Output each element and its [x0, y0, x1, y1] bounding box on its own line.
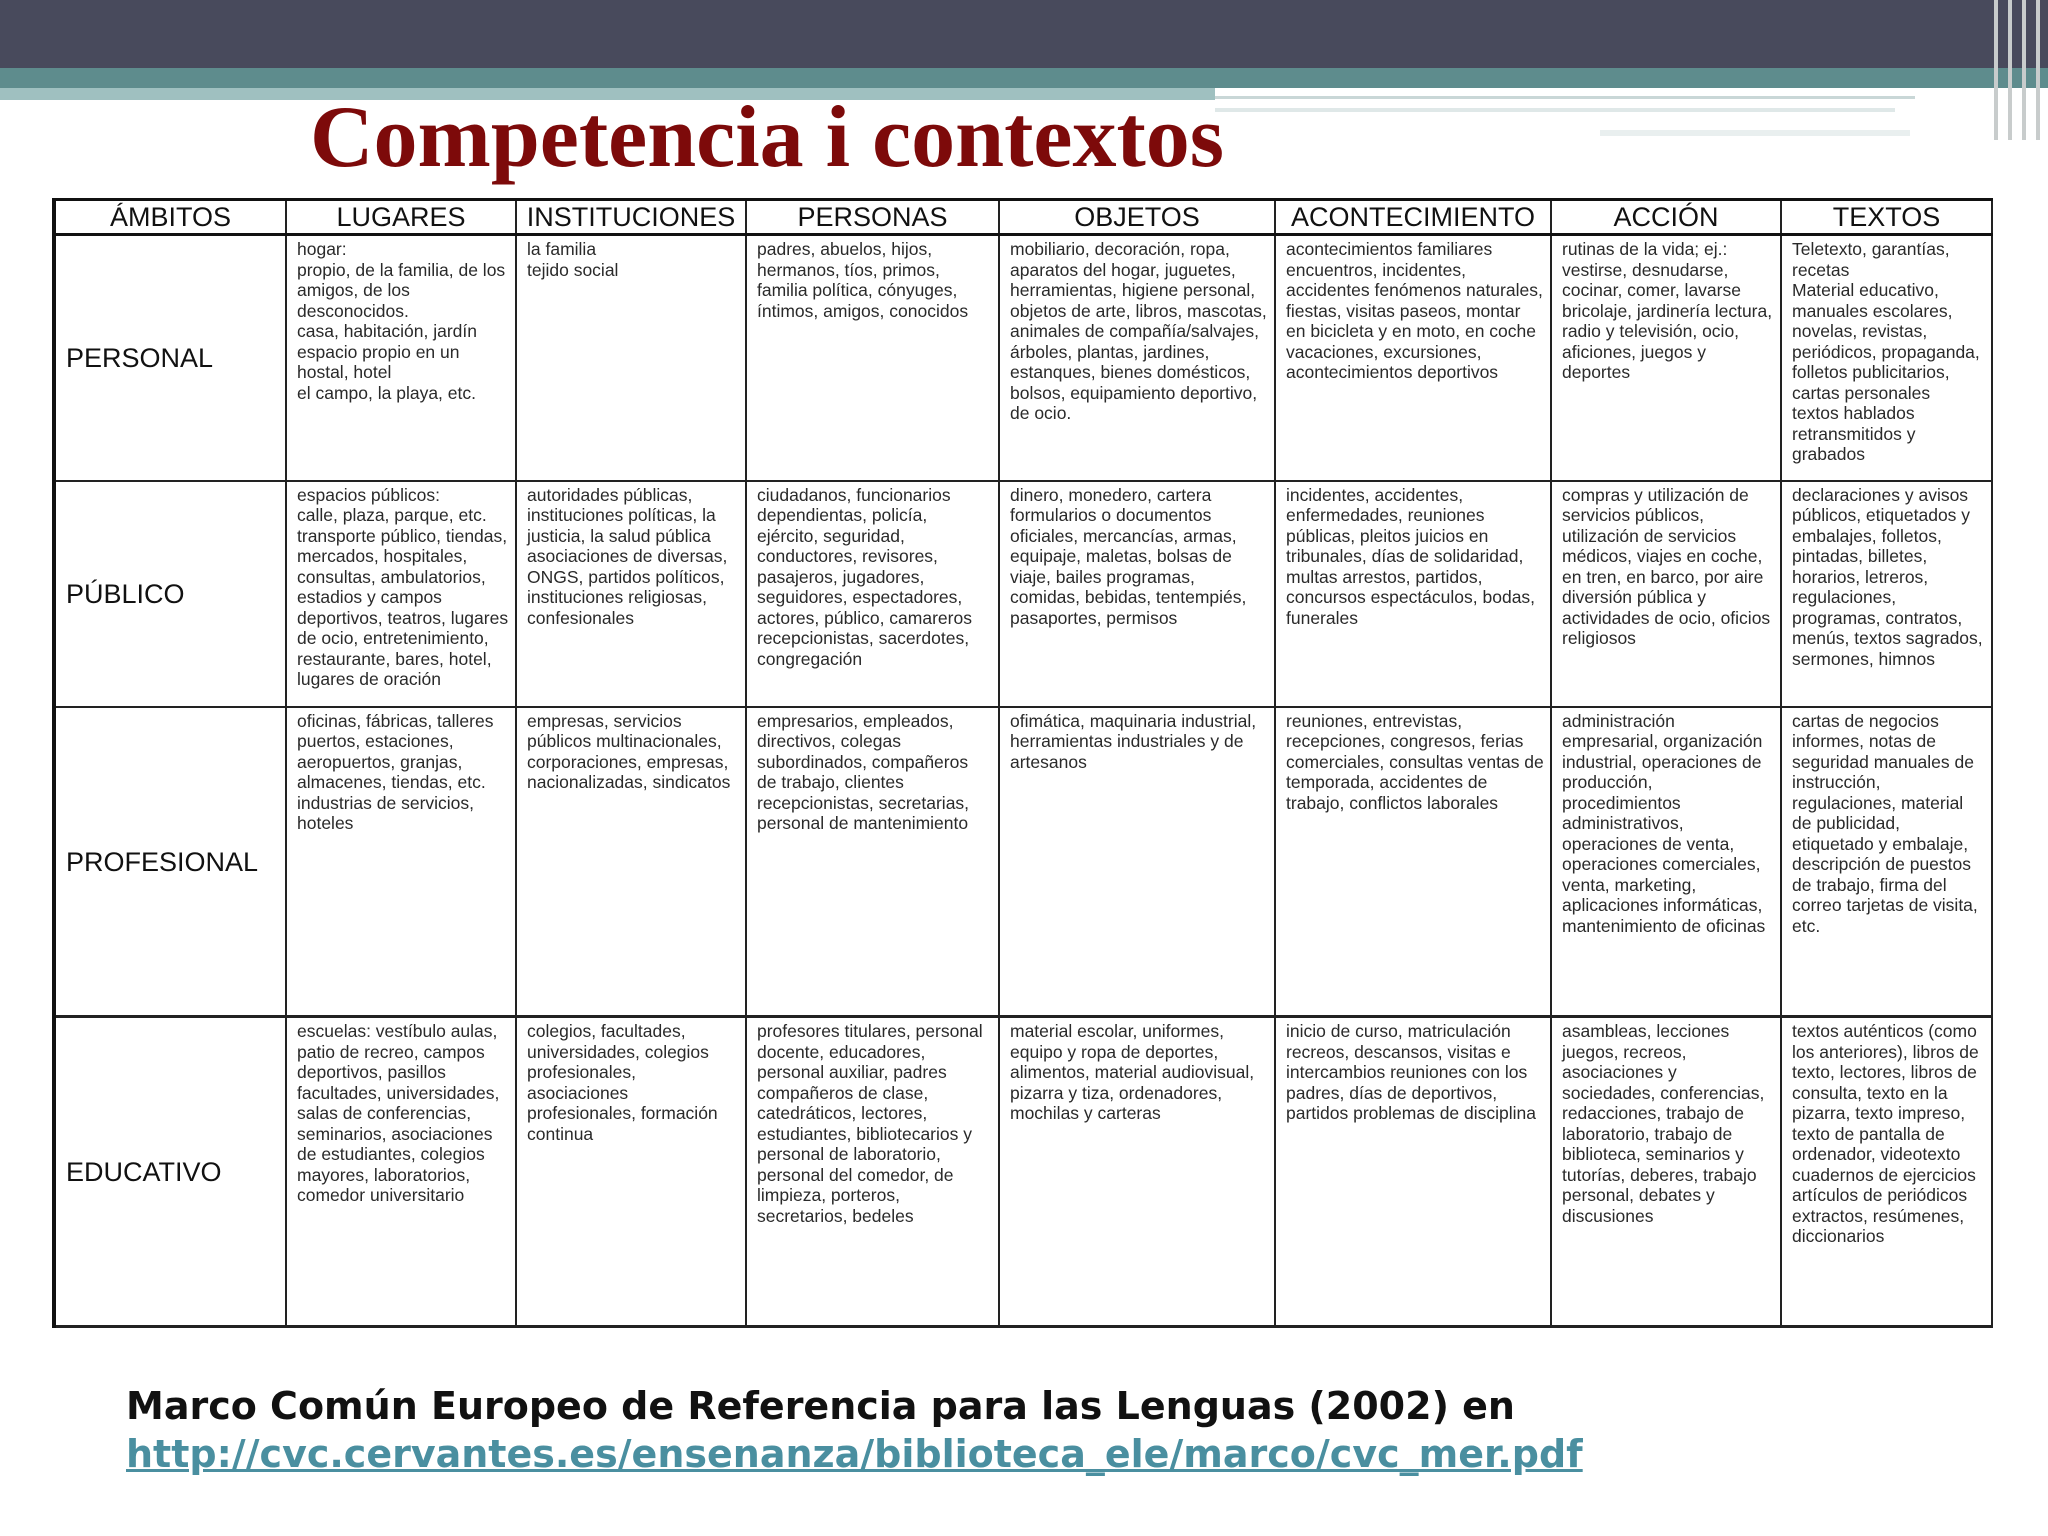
accent-bar — [0, 68, 2048, 88]
column-header-personas: PERSONAS — [746, 200, 999, 235]
table-cell: dinero, monedero, cartera formularios o documentos oficiales, mercancías, armas, equipaje, maletas, bolsas de viaje, bailes programas, comidas, bebidas, tentempiés, pasaportes, permisos — [999, 481, 1275, 707]
table-cell: reuniones, entrevistas, recepciones, congresos, ferias comerciales, consultas ventas de temporada, accidentes de trabajo, conflictos laborales — [1275, 707, 1551, 1017]
table-header-row — [54, 200, 1992, 235]
table-cell: ciudadanos, funcionarios dependientas, policía, ejército, seguridad, conductores, revisores, pasajeros, jugadores, seguidores, espectadores, actores, público, camareros recepcionistas, sacerdotes, congregación — [746, 481, 999, 707]
table-row — [54, 1017, 1992, 1327]
decor-line — [1215, 96, 1915, 99]
slide-title: Competencia i contextos — [310, 89, 1225, 186]
table-cell: mobiliario, decoración, ropa, aparatos del hogar, juguetes, herramientas, higiene personal, objetos de arte, libros, mascotas, animales de compañía/salvajes, árboles, plantas, jardines, estanques, bienes domésticos, bolsos, equipamiento deportivo, de ocio. — [999, 235, 1275, 481]
table-cell: padres, abuelos, hijos, hermanos, tíos, primos, familia política, cónyuges, íntimos, amigos, conocidos — [746, 235, 999, 481]
decor-line — [1215, 108, 1895, 112]
contexts-table — [52, 198, 1993, 1328]
column-header-accion: ACCIÓN — [1551, 200, 1781, 235]
table-cell: oficinas, fábricas, talleres puertos, estaciones, aeropuertos, granjas, almacenes, tiendas, etc. industrias de servicios, hoteles — [286, 707, 516, 1017]
table-cell: rutinas de la vida; ej.: vestirse, desnudarse, cocinar, comer, lavarse bricolaje, jardinería lectura, radio y televisión, ocio, aficiones, juegos y deportes — [1551, 235, 1781, 481]
header-bar — [0, 0, 2048, 68]
table-cell: textos auténticos (como los anteriores), libros de texto, lectores, libros de consulta, texto en la pizarra, texto impreso, texto de pantalla de ordenador, videotexto cuadernos de ejercicios artículos de periódicos extractos, resúmenes, diccionarios — [1781, 1017, 1992, 1327]
column-header-ambitos: ÁMBITOS — [54, 200, 286, 235]
table-cell: cartas de negocios informes, notas de seguridad manuales de instrucción, regulaciones, material de publicidad, etiquetado y embalaje, descripción de puestos de trabajo, firma del correo tarjetas de visita, etc. — [1781, 707, 1992, 1017]
table-cell: compras y utilización de servicios públicos, utilización de servicios médicos, viajes en coche, en tren, en barco, por aire diversión pública y actividades de ocio, oficios religiosos — [1551, 481, 1781, 707]
table-cell: autoridades públicas, instituciones políticas, la justicia, la salud pública asociaciones de diversas, ONGS, partidos políticos, instituciones religiosas, confesionales — [516, 481, 746, 707]
table-cell: acontecimientos familiares encuentros, incidentes, accidentes fenómenos naturales, fiestas, visitas paseos, montar en bicicleta y en moto, en coche vacaciones, excursiones, acontecimientos deportivos — [1275, 235, 1551, 481]
column-header-acontecimiento: ACONTECIMIENTO — [1275, 200, 1551, 235]
decor-vertical-stripes — [1990, 0, 2048, 140]
table-row — [54, 707, 1992, 1017]
table-cell: ofimática, maquinaria industrial, herramientas industriales y de artesanos — [999, 707, 1275, 1017]
table-cell: espacios públicos: calle, plaza, parque, etc. transporte público, tiendas, mercados, hospitales, consultas, ambulatorios, estadios y campos deportivos, teatros, lugares de ocio, entretenimiento, restaurante, bares, hotel, lugares de oración — [286, 481, 516, 707]
table-row — [54, 235, 1992, 481]
table-cell: escuelas: vestíbulo aulas, patio de recreo, campos deportivos, pasillos facultades, universidades, salas de conferencias, seminarios, asociaciones de estudiantes, colegios mayores, laboratorios, comedor universitario — [286, 1017, 516, 1327]
row-label: PROFESIONAL — [54, 707, 286, 1017]
row-label: PERSONAL — [54, 235, 286, 481]
row-label: EDUCATIVO — [54, 1017, 286, 1327]
table-row — [54, 481, 1992, 707]
table-cell: empresarios, empleados, directivos, colegas subordinados, compañeros de trabajo, clientes recepcionistas, secretarias, personal de mantenimiento — [746, 707, 999, 1017]
decor-line — [1600, 130, 1910, 136]
source-citation: Marco Común Europeo de Referencia para las Lenguas (2002) en — [126, 1384, 1515, 1428]
column-header-objetos: OBJETOS — [999, 200, 1275, 235]
column-header-instituciones: INSTITUCIONES — [516, 200, 746, 235]
column-header-textos: TEXTOS — [1781, 200, 1992, 235]
source-link[interactable]: http://cvc.cervantes.es/ensenanza/biblioteca_ele/marco/cvc_mer.pdf — [126, 1432, 1583, 1476]
table-cell: Teletexto, garantías, recetas Material educativo, manuales escolares, novelas, revistas, periódicos, propaganda, folletos publicitarios, cartas personales textos hablados retransmitidos y grabados — [1781, 235, 1992, 481]
column-header-lugares: LUGARES — [286, 200, 516, 235]
table-cell: administración empresarial, organización industrial, operaciones de producción, procedimientos administrativos, operaciones de venta, operaciones comerciales, venta, marketing, aplicaciones informáticas, mantenimiento de oficinas — [1551, 707, 1781, 1017]
table-cell: material escolar, uniformes, equipo y ropa de deportes, alimentos, material audiovisual, pizarra y tiza, ordenadores, mochilas y carteras — [999, 1017, 1275, 1327]
table-cell: asambleas, lecciones juegos, recreos, asociaciones y sociedades, conferencias, redacciones, trabajo de laboratorio, trabajo de biblioteca, seminarios y tutorías, deberes, trabajo personal, debates y discusiones — [1551, 1017, 1781, 1327]
table-cell: colegios, facultades, universidades, colegios profesionales, asociaciones profesionales, formación continua — [516, 1017, 746, 1327]
table-cell: declaraciones y avisos públicos, etiquetados y embalajes, folletos, pintadas, billetes, horarios, letreros, regulaciones, programas, contratos, menús, textos sagrados, sermones, himnos — [1781, 481, 1992, 707]
table-cell: inicio de curso, matriculación recreos, descansos, visitas e intercambios reuniones con los padres, días de deportivos, partidos problemas de disciplina — [1275, 1017, 1551, 1327]
table-cell: empresas, servicios públicos multinacionales, corporaciones, empresas, nacionalizadas, sindicatos — [516, 707, 746, 1017]
table-cell: incidentes, accidentes, enfermedades, reuniones públicas, pleitos juicios en tribunales, días de solidaridad, multas arrestos, partidos, concursos espectáculos, bodas, funerales — [1275, 481, 1551, 707]
table-cell: profesores titulares, personal docente, educadores, personal auxiliar, padres compañeros de clase, catedráticos, lectores, estudiantes, bibliotecarios y personal de laboratorio, personal del comedor, de limpieza, porteros, secretarios, bedeles — [746, 1017, 999, 1327]
row-label: PÚBLICO — [54, 481, 286, 707]
table-cell: la familia tejido social — [516, 235, 746, 481]
table-cell: hogar: propio, de la familia, de los amigos, de los desconocidos. casa, habitación, jardín espacio propio en un hostal, hotel el campo, la playa, etc. — [286, 235, 516, 481]
